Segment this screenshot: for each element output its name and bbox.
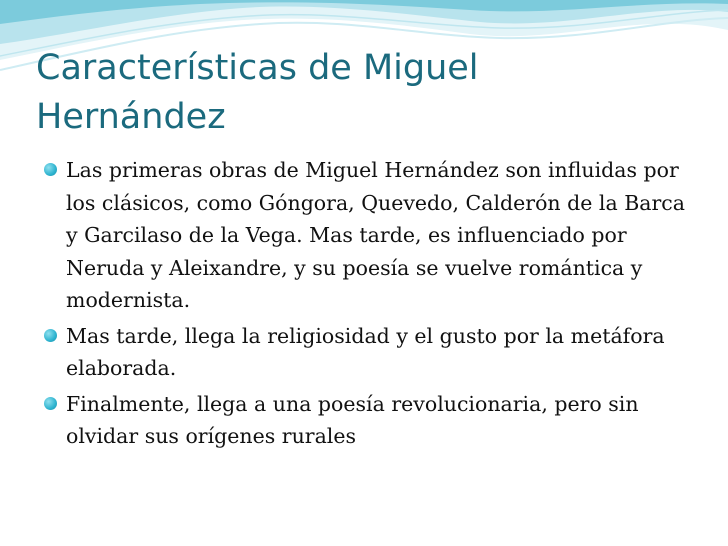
bullet-circle-icon — [44, 329, 57, 342]
slide-title: Características de Miguel Hernández — [36, 48, 479, 137]
bullet-text: Finalmente, llega a una poesía revolucionaria, pero sin olvidar sus orígenes rurales — [66, 391, 639, 448]
bullet-text: Mas tarde, llega la religiosidad y el gusto por la metáfora elaborada. — [66, 323, 665, 380]
bullet-circle-icon — [44, 163, 57, 176]
bullet-text: Las primeras obras de Miguel Hernández son influidas por los clásicos, como Góngora, Quevedo, Calderón de la Barca y Garcilaso de la Vega. Mas tarde, es influenciado por Neruda y Aleixandre, y su poesía se vuelve romántica y modernista. — [66, 158, 685, 312]
bullet-item — [44, 154, 694, 317]
bullet-circle-icon — [44, 397, 57, 410]
bullet-item — [44, 388, 694, 453]
bullet-item — [44, 320, 694, 385]
bullet-list — [44, 154, 694, 456]
